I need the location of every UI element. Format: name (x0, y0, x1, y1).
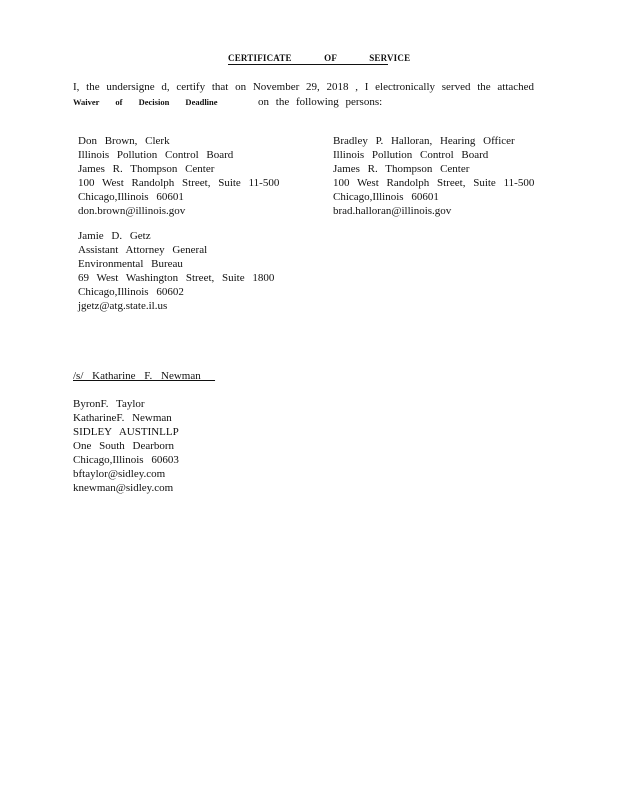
signer-address-block (73, 397, 179, 495)
recipient-email: brad.halloran@illinois.gov (333, 205, 452, 217)
recipient-city: Chicago,Illinois 60601 (333, 191, 439, 203)
recipient-building: James R. Thompson Center (78, 163, 215, 175)
recipient-organization: Illinois Pollution Control Board (333, 149, 489, 161)
recipient-email: don.brown@illinois.gov (78, 205, 186, 217)
recipient-city: Chicago,Illinois 60601 (78, 191, 184, 203)
recipient-name: Bradley P. Halloran, Hearing Officer (333, 135, 515, 147)
intro-line-2-text: on the following persons: (258, 96, 383, 108)
signer-firm: SIDLEY AUSTINLLP (73, 426, 179, 438)
intro-line-2 (73, 95, 523, 109)
intro-line-1: I, the undersigne d, certify that on November 29, 2018 , I electronically served the attached (73, 81, 535, 93)
signer-name: ByronF. Taylor (73, 398, 145, 410)
recipient-city: Chicago,Illinois 60602 (78, 286, 184, 298)
recipient-building: James R. Thompson Center (333, 163, 470, 175)
signer-email: knewman@sidley.com (73, 482, 174, 494)
recipient-email: jgetz@atg.state.il.us (78, 300, 168, 312)
recipient-address-block (78, 229, 274, 313)
recipient-street: 100 West Randolph Street, Suite 11-500 (333, 177, 535, 189)
recipient-street: 100 West Randolph Street, Suite 11-500 (78, 177, 280, 189)
recipient-name: Jamie D. Getz (78, 230, 151, 242)
signer-email: bftaylor@sidley.com (73, 468, 166, 480)
recipient-address-block (333, 134, 534, 218)
recipient-organization: Environmental Bureau (78, 258, 183, 270)
recipient-name: Don Brown, Clerk (78, 135, 170, 147)
electronic-signature: /s/ Katharine F. Newman _ (73, 370, 215, 382)
recipient-title: Assistant Attorney General (78, 244, 208, 256)
recipient-organization: Illinois Pollution Control Board (78, 149, 234, 161)
signer-name: KatharineF. Newman (73, 412, 172, 424)
signer-city: Chicago,Illinois 60603 (73, 454, 179, 466)
recipient-street: 69 West Washington Street, Suite 1800 (78, 272, 275, 284)
recipient-address-block (78, 134, 279, 218)
document-title: CERTIFICATE OF SERVICE (228, 53, 411, 63)
signer-street: One South Dearborn (73, 440, 175, 452)
served-document-title: Waiver of Decision Deadline (73, 97, 218, 107)
intro-paragraph (73, 80, 535, 109)
